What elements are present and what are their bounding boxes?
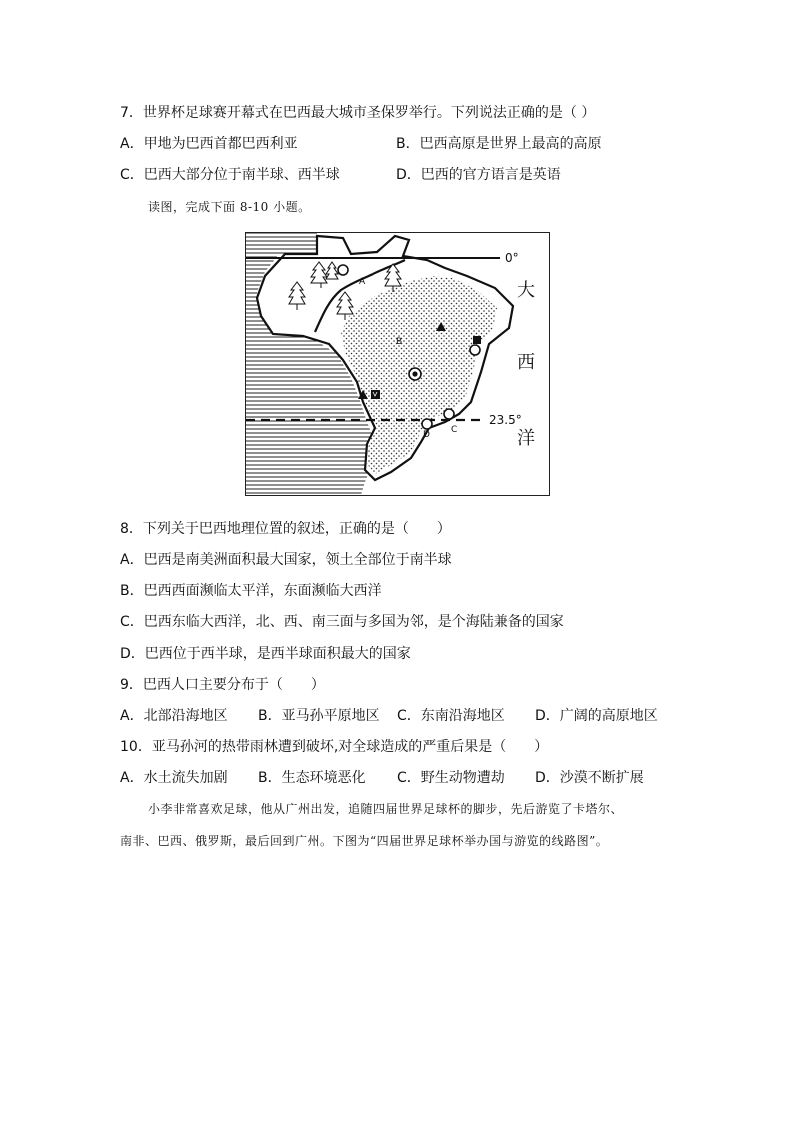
capital-marker-inner [412,371,417,376]
ocean-label-char-1: 大 [517,280,535,301]
question-10-option-a: A．水土流失加剧 [120,770,228,786]
equator-label: 0° [505,251,519,265]
question-8-stem: 8．下列关于巴西地理位置的叙述，正确的是（ ） [120,521,451,537]
label-b: B [396,337,403,347]
question-8-option-b: B．巴西西面濒临太平洋，东面濒临大西洋 [120,583,382,599]
question-9-option-a: A．北部沿海地区 [120,708,228,724]
label-a: A [359,277,366,287]
question-7-stem: 7．世界杯足球赛开幕式在巴西最大城市圣保罗举行。下列说法正确的是（ ） [120,105,596,121]
question-9-option-b: B．亚马孙平原地区 [258,708,380,724]
question-8-option-a: A．巴西是南美洲面积最大国家，领土全部位于南半球 [120,552,452,568]
map-instruction: 读图，完成下面 8-10 小题。 [148,200,311,214]
question-10-option-c: C．野生动物遭劫 [397,770,505,786]
passage-line-1: 小李非常喜欢足球，他从广州出发，追随四届世界足球杯的脚步，先后游览了卡塔尔、 [148,802,624,816]
question-10-stem: 10．亚马孙河的热带雨林遭到破坏,对全球造成的严重后果是（ ） [120,739,549,755]
city-marker-d [422,419,432,429]
question-8-option-d: D．巴西位于西半球，是西半球面积最大的国家 [120,646,411,662]
question-9-stem: 9．巴西人口主要分布于（ ） [120,677,325,693]
question-9-option-d: D．广阔的高原地区 [535,708,658,724]
question-7-option-c: C．巴西大部分位于南半球、西半球 [120,167,340,183]
question-7-option-a: A．甲地为巴西首都巴西利亚 [120,136,298,152]
label-c: C [451,425,458,435]
ocean-label-char-2: 西 [517,352,535,373]
passage-line-2: 南非、巴西、俄罗斯，最后回到广州。下图为“四届世界足球杯举办国与游览的线路图”。 [120,834,609,848]
city-marker-east [470,345,480,355]
question-7-option-b: B．巴西高原是世界上最高的高原 [396,136,602,152]
mineral-square-icon [473,336,481,344]
label-d: D [423,430,430,440]
question-7-option-d: D．巴西的官方语言是英语 [396,167,561,183]
city-marker-north [338,265,348,275]
question-10-option-d: D．沙漠不断扩展 [535,770,644,786]
brazil-map [245,232,550,496]
question-8-option-c: C．巴西东临大西洋，北、西、南三面与多国为邻，是个海陆兼备的国家 [120,614,564,630]
tropic-label: 23.5° [489,413,522,427]
ocean-label-char-3: 洋 [517,428,535,449]
city-marker-c [444,409,454,419]
question-10-option-b: B．生态环境恶化 [258,770,366,786]
question-9-option-c: C．东南沿海地区 [397,708,505,724]
